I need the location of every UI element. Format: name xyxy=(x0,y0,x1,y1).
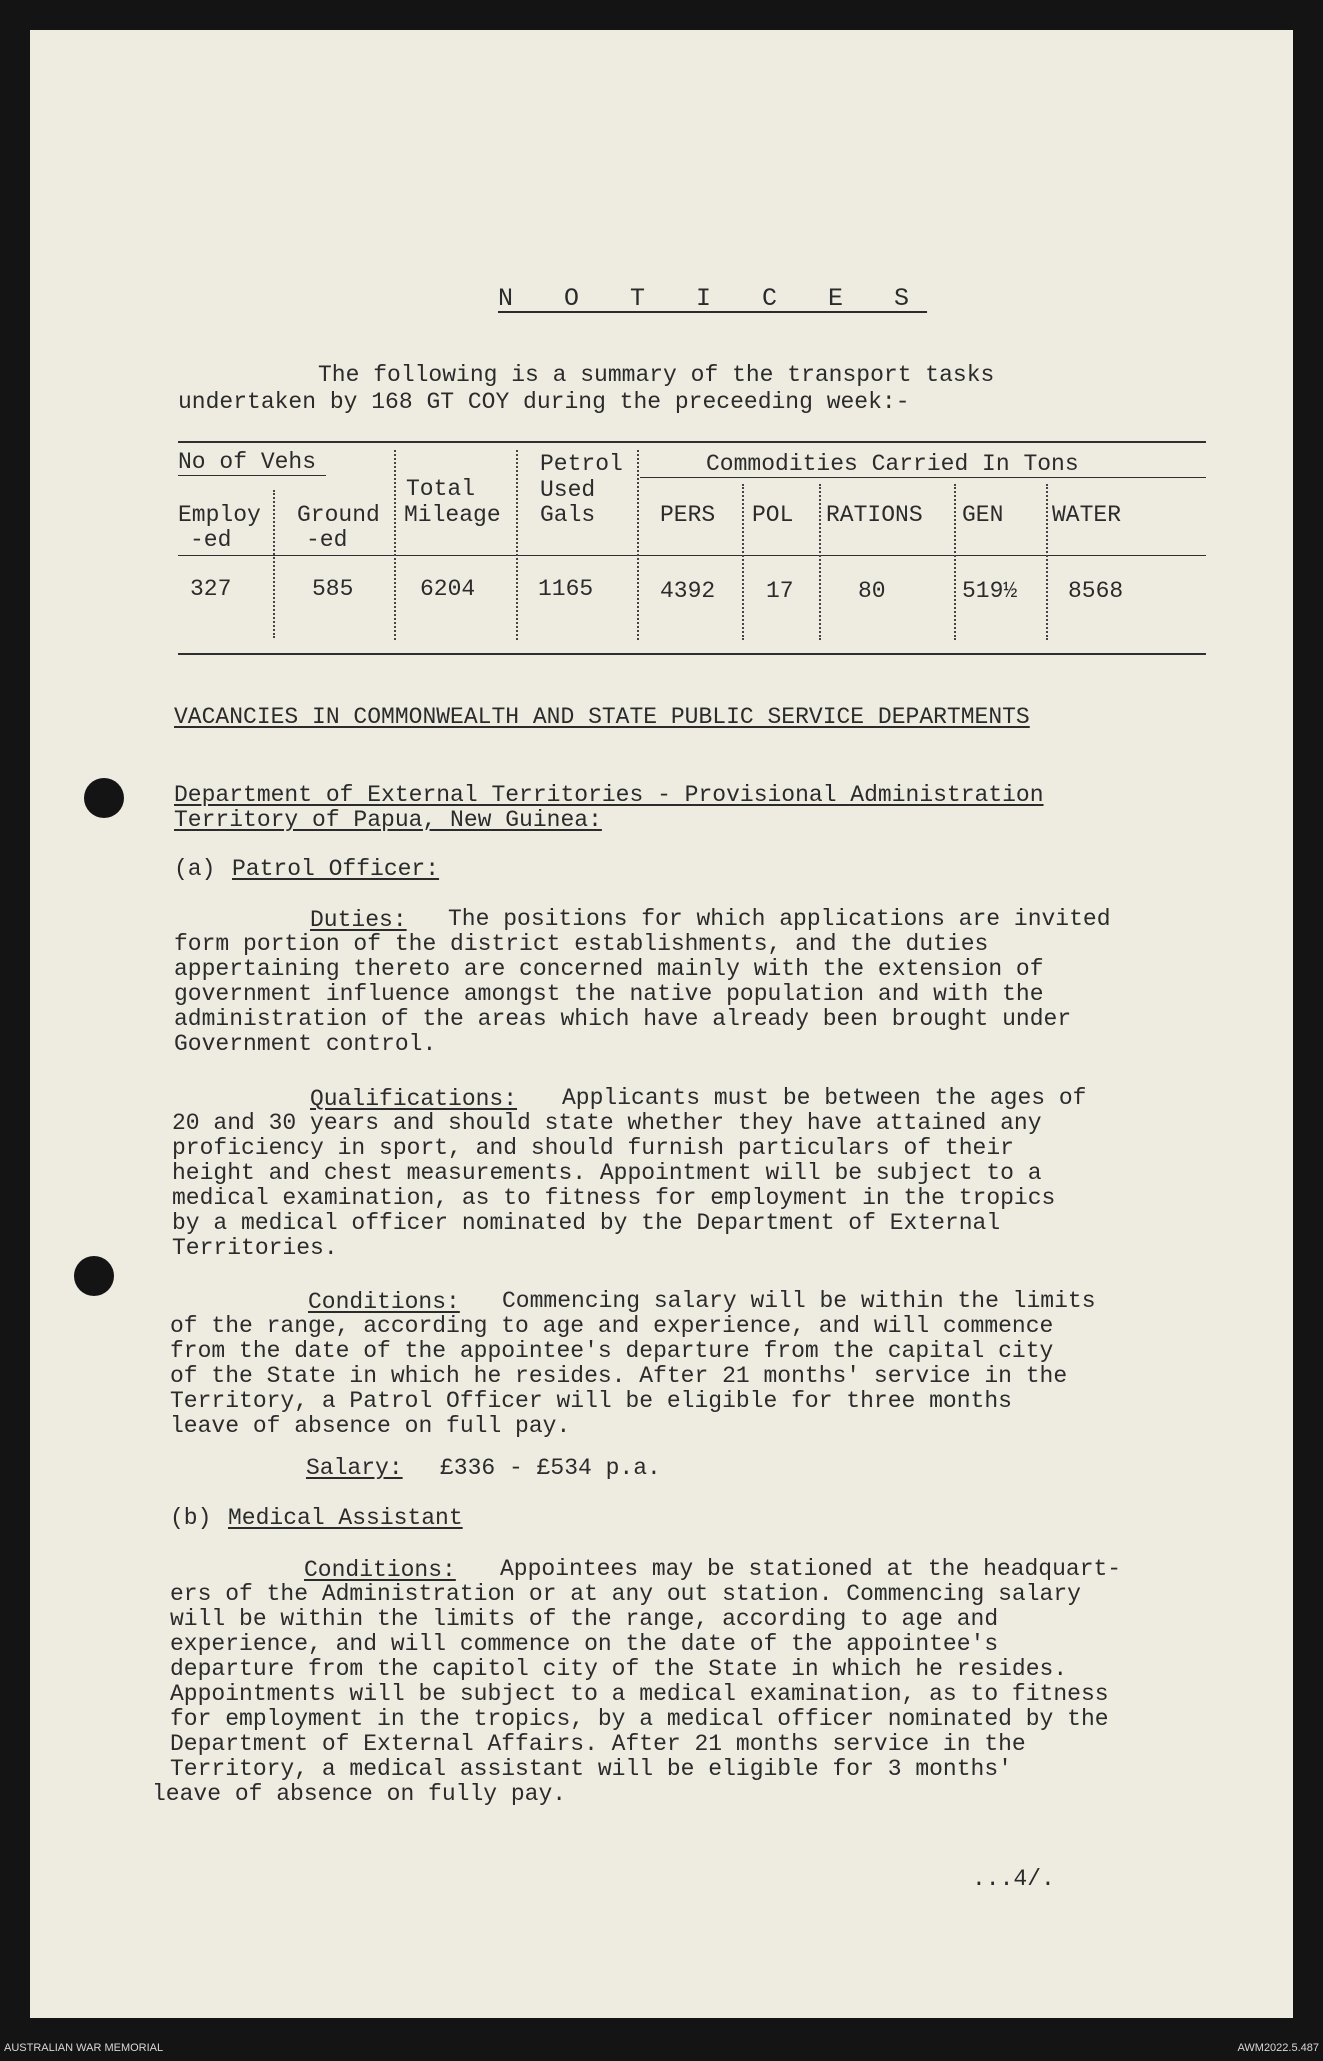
paragraph-line: of the State in which he resides. After 21 months' service in the xyxy=(170,1363,1068,1389)
column-divider xyxy=(742,484,744,640)
conditions-b-label: Conditions: xyxy=(304,1557,456,1583)
header-no-of-vehs: No of Vehs xyxy=(178,449,317,475)
column-divider xyxy=(273,490,275,638)
paragraph-line: ers of the Administration or at any out station. Commencing salary xyxy=(170,1581,1081,1607)
section-b-title: Medical Assistant xyxy=(228,1505,463,1531)
paragraph-line: departure from the capitol city of the State in which he resides. xyxy=(170,1656,1068,1682)
table-header-rule xyxy=(178,555,1206,556)
paragraph-line: Territories. xyxy=(172,1235,338,1261)
column-divider xyxy=(1046,484,1048,640)
paragraph-line: experience, and will commence on the date of the appointee's xyxy=(170,1631,999,1657)
paragraph-line: The positions for which applications are invited xyxy=(448,906,1111,932)
header-ground-suffix: -ed xyxy=(306,527,348,553)
value-employed: 327 xyxy=(190,576,232,602)
column-divider xyxy=(819,484,821,640)
value-pers: 4392 xyxy=(660,578,716,604)
header-pers: PERS xyxy=(660,502,716,528)
paragraph-line: from the date of the appointee's departure from the capital city xyxy=(170,1338,1054,1364)
table-top-rule xyxy=(178,441,1206,443)
value-gen: 519½ xyxy=(962,578,1018,604)
department-line: Department of External Territories - Provisional Administration xyxy=(174,782,1044,808)
intro-line: undertaken by 168 GT COY during the preceeding week:- xyxy=(178,389,910,415)
page-continuation: ...4/. xyxy=(972,1866,1055,1892)
footer-left: AUSTRALIAN WAR MEMORIAL xyxy=(4,2042,164,2054)
paragraph-line: leave of absence on full pay. xyxy=(170,1413,571,1439)
paragraph-line: 20 and 30 years and should state whether they have attained any xyxy=(172,1110,1042,1136)
duties-label: Duties: xyxy=(310,907,407,933)
paragraph-line: of the range, according to age and experience, and will commence xyxy=(170,1313,1054,1339)
header-petrol: Petrol xyxy=(540,451,623,477)
table-bottom-rule xyxy=(178,653,1206,655)
paragraph-line: form portion of the district establishments, and the duties xyxy=(174,931,989,957)
column-divider xyxy=(637,450,639,640)
header-commodities: Commodities Carried In Tons xyxy=(706,451,1079,477)
header-ground: Ground xyxy=(297,502,380,528)
paragraph-line: Territory, a medical assistant will be eligible for 3 months' xyxy=(170,1756,1012,1782)
paragraph-line: Applicants must be between the ages of xyxy=(562,1085,1087,1111)
header-employ-suffix: -ed xyxy=(190,527,232,553)
paragraph-line: medical examination, as to fitness for employment in the tropics xyxy=(172,1185,1056,1211)
intro-line: The following is a summary of the transport tasks xyxy=(318,362,995,388)
department-line: Territory of Papua, New Guinea: xyxy=(174,807,602,833)
header-water: WATER xyxy=(1052,502,1122,528)
section-a-title: Patrol Officer: xyxy=(232,856,440,882)
salary-label: Salary: xyxy=(306,1455,403,1481)
section-a-prefix: (a) xyxy=(174,856,216,882)
header-rations: RATIONS xyxy=(826,502,923,528)
paragraph-line: will be within the limits of the range, according to age and xyxy=(170,1606,999,1632)
column-divider xyxy=(954,484,956,640)
paragraph-line: by a medical officer nominated by the Department of External xyxy=(172,1210,1001,1236)
value-pol: 17 xyxy=(766,578,794,604)
header-gals: Gals xyxy=(540,502,596,528)
value-grounded: 585 xyxy=(312,576,354,602)
paragraph-line: Government control. xyxy=(174,1031,437,1057)
section-b-prefix: (b) xyxy=(170,1505,212,1531)
column-divider xyxy=(516,450,518,640)
paragraph-line: Territory, a Patrol Officer will be eligible for three months xyxy=(170,1388,1012,1414)
paragraph-line: height and chest measurements. Appointment will be subject to a xyxy=(172,1160,1042,1186)
header-used: Used xyxy=(540,477,596,503)
header-mileage: Mileage xyxy=(404,502,501,528)
value-gals: 1165 xyxy=(538,576,594,602)
vacancies-heading: VACANCIES IN COMMONWEALTH AND STATE PUBLIC SERVICE DEPARTMENTS xyxy=(174,704,1030,730)
salary-range: £336 - £534 p.a. xyxy=(440,1455,661,1481)
header-pol: POL xyxy=(752,502,794,528)
paragraph-line: Appointments will be subject to a medical examination, as to fitness xyxy=(170,1681,1109,1707)
value-mileage: 6204 xyxy=(420,576,476,602)
page-title: N O T I C E S xyxy=(498,284,928,313)
commodities-group-rule xyxy=(640,477,1206,478)
conditions-label: Conditions: xyxy=(308,1289,460,1315)
footer-right: AWM2022.5.487 xyxy=(1237,2042,1319,2054)
paragraph-line: Commencing salary will be within the limits xyxy=(502,1288,1096,1314)
value-rations: 80 xyxy=(858,578,886,604)
header-employ: Employ xyxy=(178,502,261,528)
paragraph-line: government influence amongst the native population and with the xyxy=(174,981,1044,1007)
paragraph-line: proficiency in sport, and should furnish particulars of their xyxy=(172,1135,1014,1161)
header-total: Total xyxy=(406,476,476,502)
vehs-group-rule xyxy=(178,475,326,476)
paragraph-line: Appointees may be stationed at the headquart- xyxy=(500,1556,1122,1582)
punch-hole xyxy=(74,1256,114,1296)
paragraph-line: Department of External Affairs. After 21 months service in the xyxy=(170,1731,1026,1757)
paragraph-line: appertaining thereto are concerned mainly with the extension of xyxy=(174,956,1044,982)
column-divider xyxy=(394,450,396,640)
paragraph-line: for employment in the tropics, by a medical officer nominated by the xyxy=(170,1706,1109,1732)
punch-hole xyxy=(84,778,124,818)
paragraph-line: administration of the areas which have already been brought under xyxy=(174,1006,1072,1032)
qualifications-label: Qualifications: xyxy=(310,1086,518,1112)
paragraph-line: leave of absence on fully pay. xyxy=(152,1781,567,1807)
header-gen: GEN xyxy=(962,502,1004,528)
value-water: 8568 xyxy=(1068,578,1124,604)
